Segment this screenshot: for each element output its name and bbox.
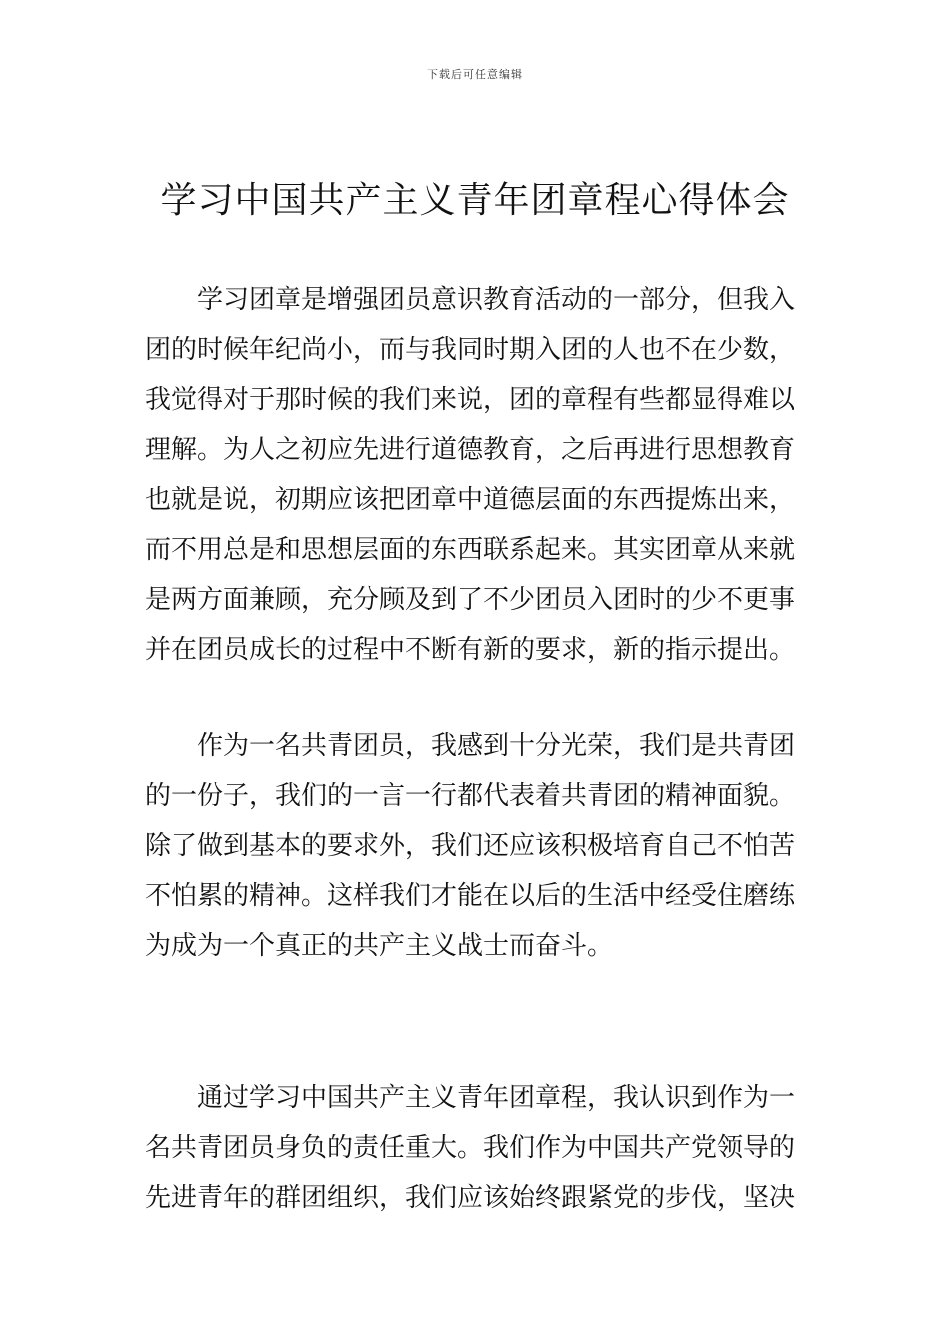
paragraph-line: 通过学习中国共产主义青年团章程，我认识到作为一: [197, 1083, 796, 1113]
paragraph-line: 并在团员成长的过程中不断有新的要求，新的指示提出。: [145, 635, 796, 665]
paragraph-line: 理解。为人之初应先进行道德教育，之后再进行思想教育: [145, 435, 796, 465]
paragraph-line: 团的时候年纪尚小，而与我同时期入团的人也不在少数，: [145, 335, 796, 365]
header-note: 下载后可任意编辑: [427, 68, 523, 81]
paragraph-line: 名共青团员身负的责任重大。我们作为中国共产党领导的: [145, 1133, 796, 1163]
paragraph-line: 作为一名共青团员，我感到十分光荣，我们是共青团: [197, 731, 796, 761]
document-title: 学习中国共产主义青年团章程心得体会: [160, 180, 790, 221]
paragraph-line: 是两方面兼顾，充分顾及到了不少团员入团时的少不更事: [145, 585, 796, 615]
paragraph-line: 也就是说，初期应该把团章中道德层面的东西提炼出来，: [145, 485, 796, 515]
paragraph-line: 不怕累的精神。这样我们才能在以后的生活中经受住磨练: [145, 881, 796, 911]
paragraph-line: 而不用总是和思想层面的东西联系起来。其实团章从来就: [145, 535, 796, 565]
paragraph-line: 学习团章是增强团员意识教育活动的一部分，但我入: [197, 285, 796, 315]
paragraph-line: 除了做到基本的要求外，我们还应该积极培育自己不怕苦: [145, 831, 796, 861]
paragraph-line: 的一份子，我们的一言一行都代表着共青团的精神面貌。: [145, 781, 796, 811]
paragraph-line: 先进青年的群团组织，我们应该始终跟紧党的步伐，坚决: [145, 1183, 796, 1213]
paragraph-line: 为成为一个真正的共产主义战士而奋斗。: [145, 931, 614, 961]
paragraph-line: 我觉得对于那时候的我们来说，团的章程有些都显得难以: [145, 385, 796, 415]
